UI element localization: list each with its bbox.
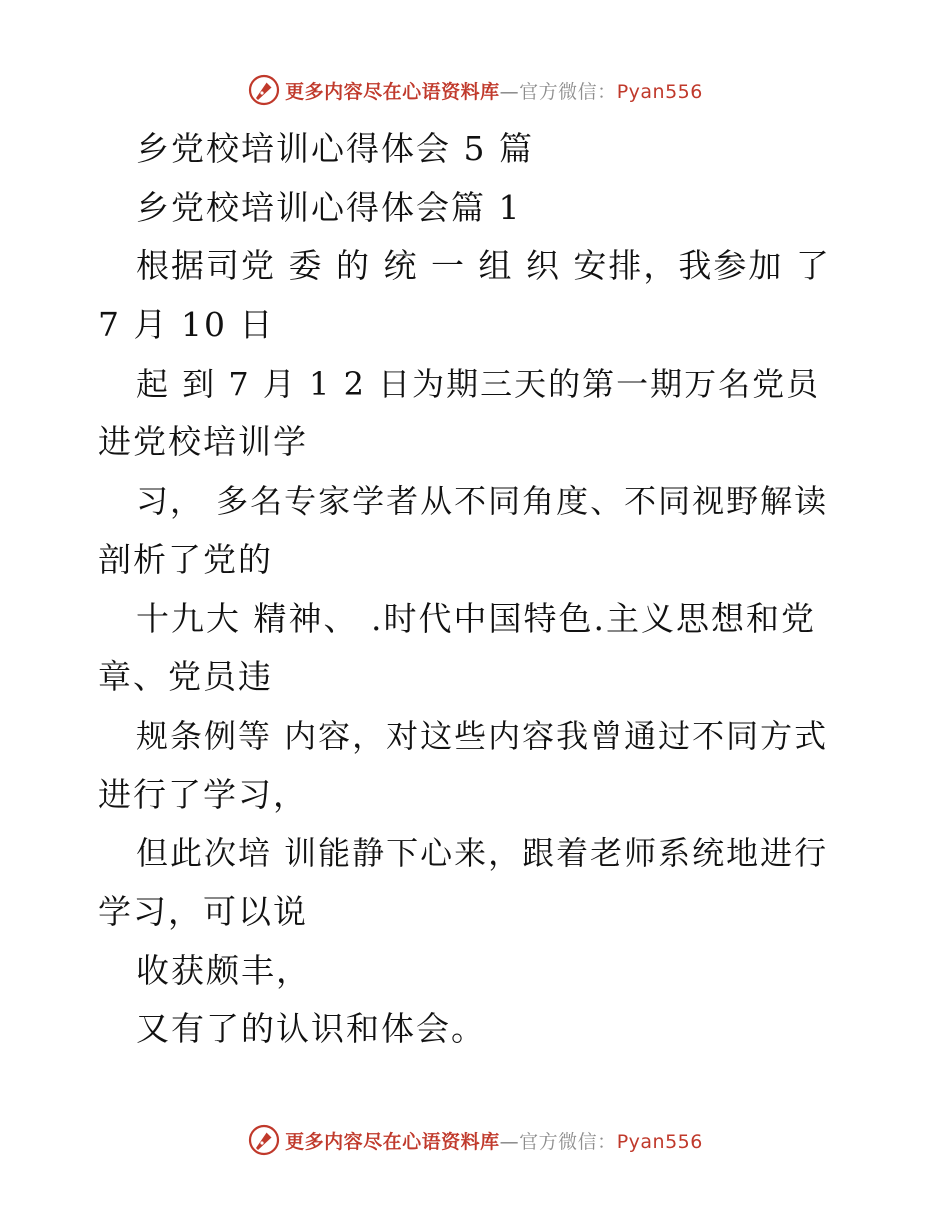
header-banner-text: 更多内容尽在心语资料库 <box>285 80 500 103</box>
paragraph-line: 又有了的认识和体会。 <box>136 1009 486 1049</box>
paragraph-line: 十九大 精神、 .时代中国特色.主义思想和党 <box>136 598 816 638</box>
footer-wechat-id: Pyan556 <box>616 1130 703 1153</box>
pen-nib-logo-icon <box>247 1123 281 1157</box>
paragraph-lines <box>98 237 838 1059</box>
footer-banner-text: 更多内容尽在心语资料库 <box>285 1130 500 1153</box>
paragraph-line: 7 月 10 日 <box>98 305 275 345</box>
paragraph-line: 学习，可以说 <box>98 891 308 931</box>
pen-nib-logo-icon <box>247 73 281 107</box>
paragraph-line: 根据司党 委 的 统 一 组 织 安排，我参加 了 <box>136 246 831 286</box>
footer-banner-separator: — <box>499 1130 520 1153</box>
paragraph-line: 进党校培训学 <box>98 422 308 462</box>
paragraph-line: 起 到 7 月 1 2 日为期三天的第一期万名党员 <box>136 364 821 403</box>
header-banner-separator: — <box>499 80 520 103</box>
footer-banner <box>0 1120 950 1160</box>
header-wechat-label: 官方微信： <box>519 80 617 103</box>
paragraph-line: 收获颇丰， <box>136 950 311 990</box>
header-wechat-id: Pyan556 <box>616 80 703 103</box>
document-body <box>98 120 838 1059</box>
paragraph-line: 剖析了党的 <box>98 539 273 579</box>
paragraph-line: 进行了学习， <box>98 774 308 814</box>
paragraph-line: 章、党员违 <box>98 657 273 697</box>
section-title: 乡党校培训心得体会篇 1 <box>136 187 522 227</box>
paragraph-line: 规条例等 内容，对这些内容我曾通过不同方式 <box>136 716 829 755</box>
paragraph-line: 习， 多名专家学者从不同角度、不同视野解读 <box>136 482 829 521</box>
footer-wechat-label: 官方微信： <box>519 1130 617 1153</box>
document-title: 乡党校培训心得体会 5 篇 <box>136 129 534 168</box>
paragraph-line: 但此次培 训能静下心来，跟着老师系统地进行 <box>136 834 829 873</box>
header-banner <box>0 70 950 110</box>
